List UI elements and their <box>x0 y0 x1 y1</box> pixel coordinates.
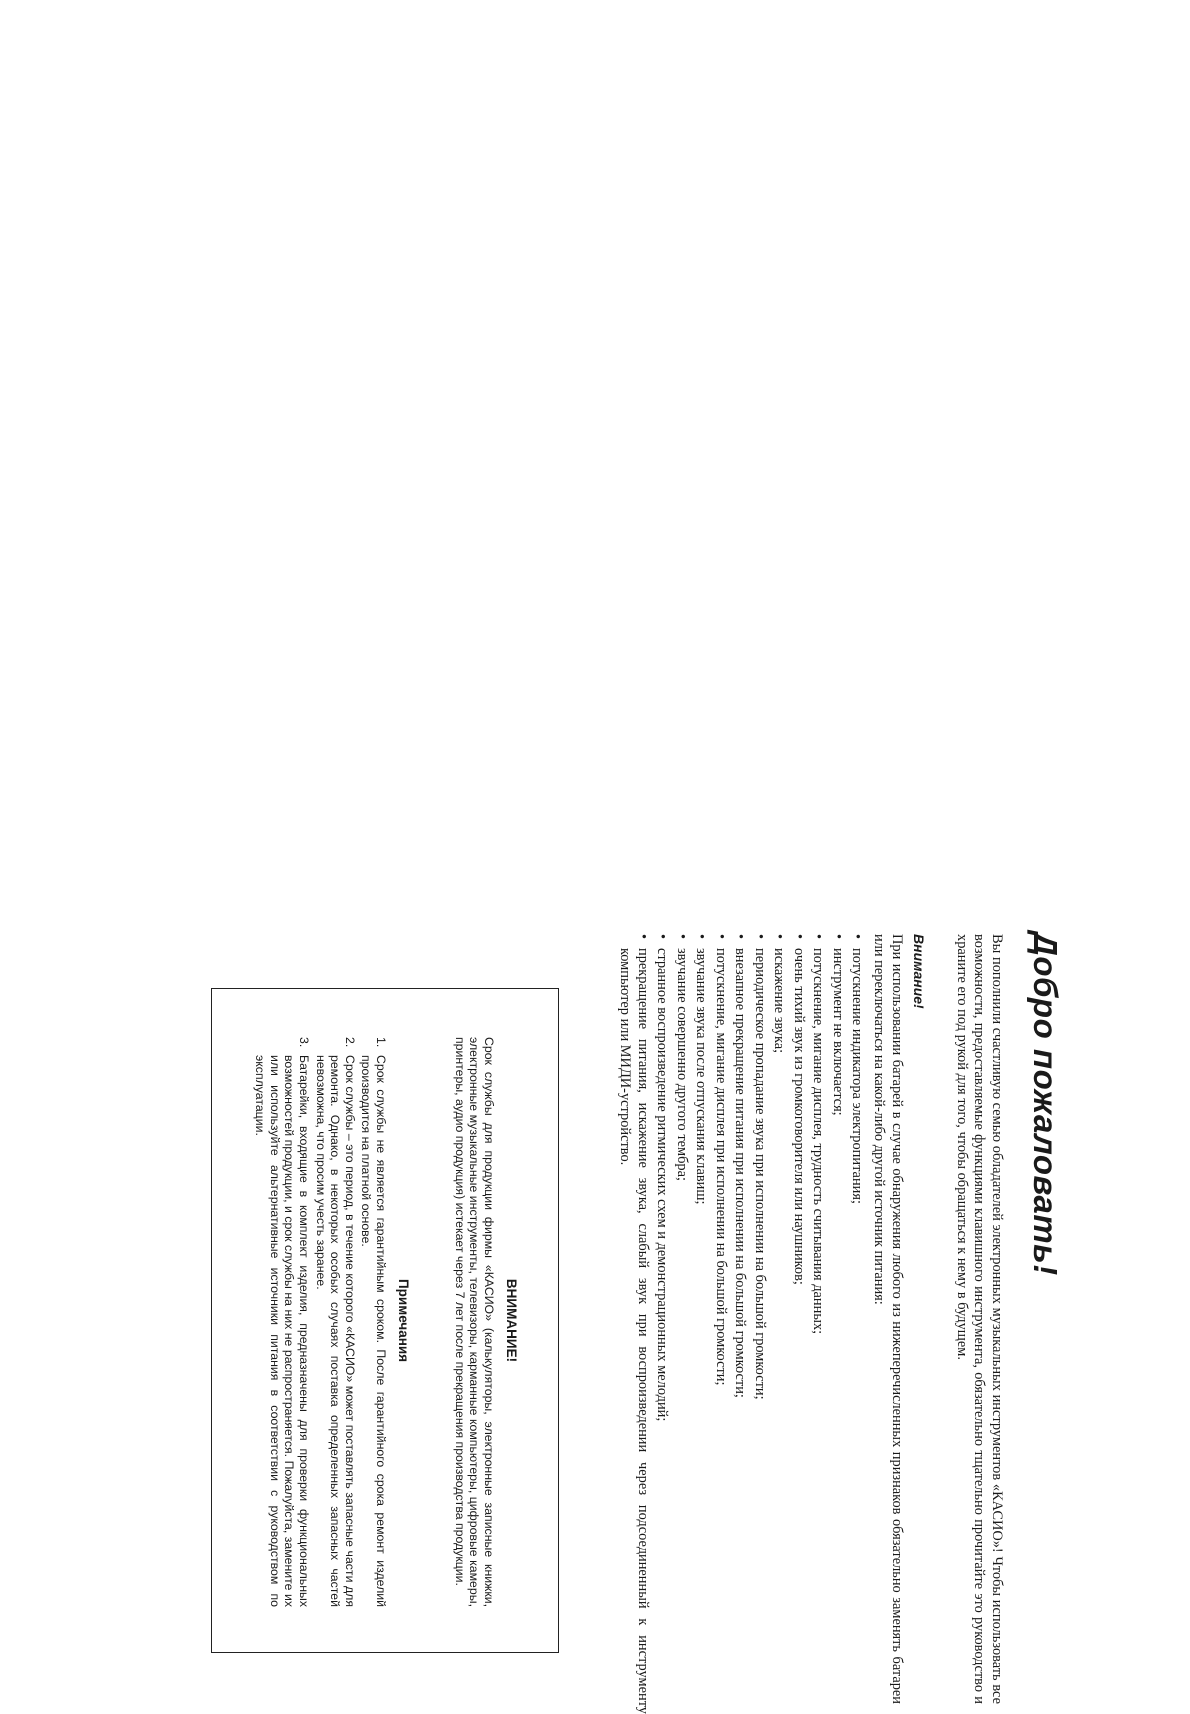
note-item <box>359 1037 388 1607</box>
attention-heading: Внимание! <box>911 934 927 1009</box>
list-item: • звучание совершенно другого тембра; <box>672 934 690 1714</box>
notes-title: Примечания <box>396 1278 411 1363</box>
list-item: • странное воспроизведение ритмических схем и демонстрационных мелодий; <box>653 934 671 1714</box>
list-item: • очень тихий звук из громкоговорителя или наушников; <box>789 934 807 1714</box>
list-item: • периодическое пропадание звука при исполнении на большой громкости; <box>750 934 768 1714</box>
note-text: Срок службы – это период, в течение которого «КАСИО» может поставлять запасные части для ремонта. Однако, в некоторых особых случаях поставка определенных запасных частей невозможна, что просим учесть заранее. <box>313 1055 357 1607</box>
service-life-notice-box <box>211 988 559 1653</box>
note-number: 3. <box>297 1037 312 1048</box>
list-item: • инструмент не включается; <box>828 934 846 1714</box>
notice-paragraph: Срок службы для продукции фирмы «КАСИО» (калькуляторы, электронные записные книжки, электронные музыкальные инструменты, телевизоры, карманные компьютеры, цифровые камеры, принтеры, аудио продукция) истекает через 7 лет после прекращения производства продукции. <box>452 1037 496 1607</box>
note-text: Батарейки, входящие в комплект изделия, предназначены для проверки функциональных возможностей продукции, и срок службы на них не распространяется. Пожалуйста, замените их или используйте альтернативные источники питания в соответствии с руководством по эксплуатации. <box>253 1055 312 1607</box>
note-item <box>253 1037 311 1607</box>
page-title: Добро пожаловать! <box>1027 932 1064 1276</box>
list-item: • искажение звука; <box>769 934 787 1714</box>
notice-title: ВНИМАНИЕ! <box>504 1278 519 1363</box>
list-item: • потускнение индикатора электропитания; <box>847 934 865 1714</box>
list-item: • потускнение, мигание дисплея, трудность считывания данных; <box>808 934 826 1714</box>
note-number: 1. <box>374 1037 388 1048</box>
note-number: 2. <box>342 1037 357 1048</box>
notes-list <box>251 1037 388 1607</box>
note-text: Срок службы не является гарантийным сроком. После гарантийного срока ремонт изделий производится на платной основе. <box>359 1055 388 1607</box>
list-item: • внезапное прекращение питания при исполнении на большой громкости; <box>731 934 749 1714</box>
battery-symptom-list <box>614 934 865 1714</box>
list-item: • звучание звука после отпускания клавиш; <box>692 934 710 1714</box>
attention-paragraph: При использовании батарей в случае обнаружения любого из нижеперечисленных признаков обязательно заменять батареи или переключаться на какой-либо другой источник питания: <box>871 934 905 1704</box>
intro-paragraph: Вы пополнили счастливую семью обладателей электронных музыкальных инструментов «КАСИО»! Чтобы использовать все возможности, предоставляемые функциями клавишного инструмента, обязательно тщательно прочитайте это руководство и храните его под рукой для того, чтобы обращаться к нему в будущем. <box>953 934 1005 1704</box>
list-item: • прекращение питания, искажение звука, слабый звук при воспроизведении через подсоединенный к инструменту компьютер или МИДИ-устройство. <box>615 934 650 1714</box>
rotated-page-content <box>175 932 1065 1712</box>
note-item <box>313 1037 357 1607</box>
list-item: • потускнение, мигание дисплея при исполнении на большой громкости; <box>711 934 729 1714</box>
